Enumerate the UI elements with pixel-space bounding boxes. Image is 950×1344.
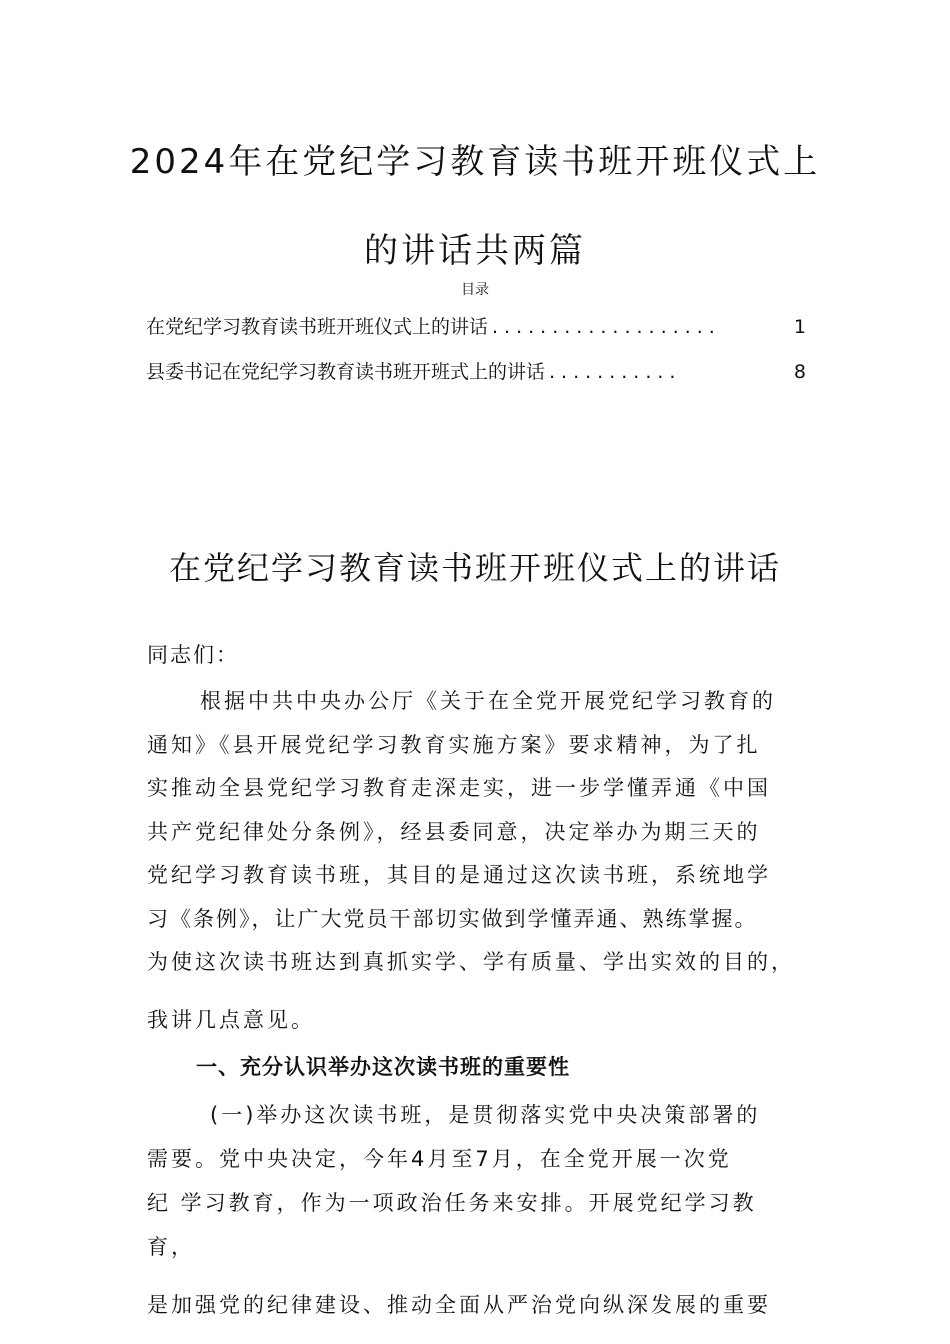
paragraph-line: (一)举办这次读书班，是贯彻落实党中央决策部署的 xyxy=(210,1103,761,1127)
toc-entry[interactable] xyxy=(146,312,806,340)
toc-entry-page: 1 xyxy=(793,316,806,338)
toc-leader-dots: ........... xyxy=(549,361,682,383)
paragraph-line: 根据中共中央办公厅《关于在全党开展党纪学习教育的 xyxy=(200,689,776,713)
toc-entry-title[interactable]: 在党纪学习教育读书班开班仪式上的讲话 xyxy=(146,316,489,338)
paragraph-line: 通知》《县开展党纪学习教育实施方案》要求精神，为了扎 xyxy=(147,733,761,757)
toc-leader-dots: ................... xyxy=(492,316,721,338)
paragraph-line: 习《条例》，让广大党员干部切实做到学懂弄通、熟练掌握。 xyxy=(147,907,758,931)
salutation: 同志们： xyxy=(147,643,239,667)
toc-heading: 目录 xyxy=(461,282,489,298)
paragraph-line: 是加强党的纪律建设、推动全面从严治党向纵深发展的重要 xyxy=(147,1293,771,1317)
document-title-line-1: 2024年在党纪学习教育读书班开班仪式上 xyxy=(129,142,821,182)
paragraph-line: 需要。党中央决定，今年4月至7月，在全党开展一次党 xyxy=(147,1147,732,1171)
paragraph-line: 纪 学习教育，作为一项政治任务来安排。开展党纪学习教 xyxy=(147,1191,757,1215)
toc-entry-page: 8 xyxy=(793,361,806,383)
paragraph-line: 育， xyxy=(147,1235,195,1259)
section-heading: 一、充分认识举办这次读书班的重要性 xyxy=(196,1055,570,1079)
toc-entry[interactable] xyxy=(146,357,806,385)
toc-entry-title[interactable]: 县委书记在党纪学习教育读书班开班式上的讲话 xyxy=(146,361,546,383)
paragraph-line: 实推动全县党纪学习教育走深走实，进一步学懂弄通《中国 xyxy=(147,776,771,800)
paragraph-line: 为使这次读书班达到真抓实学、学有质量、学出实效的目的， xyxy=(147,950,795,974)
paragraph-line: 共产党纪律处分条例》，经县委同意，决定举办为期三天的 xyxy=(147,820,761,844)
paragraph-line: 党纪学习教育读书班，其目的是通过这次读书班，系统地学 xyxy=(147,863,771,887)
paragraph-line: 我讲几点意见。 xyxy=(147,1008,315,1032)
section-title: 在党纪学习教育读书班开班仪式上的讲话 xyxy=(168,549,781,587)
document-title-line-2: 的讲话共两篇 xyxy=(364,231,586,271)
